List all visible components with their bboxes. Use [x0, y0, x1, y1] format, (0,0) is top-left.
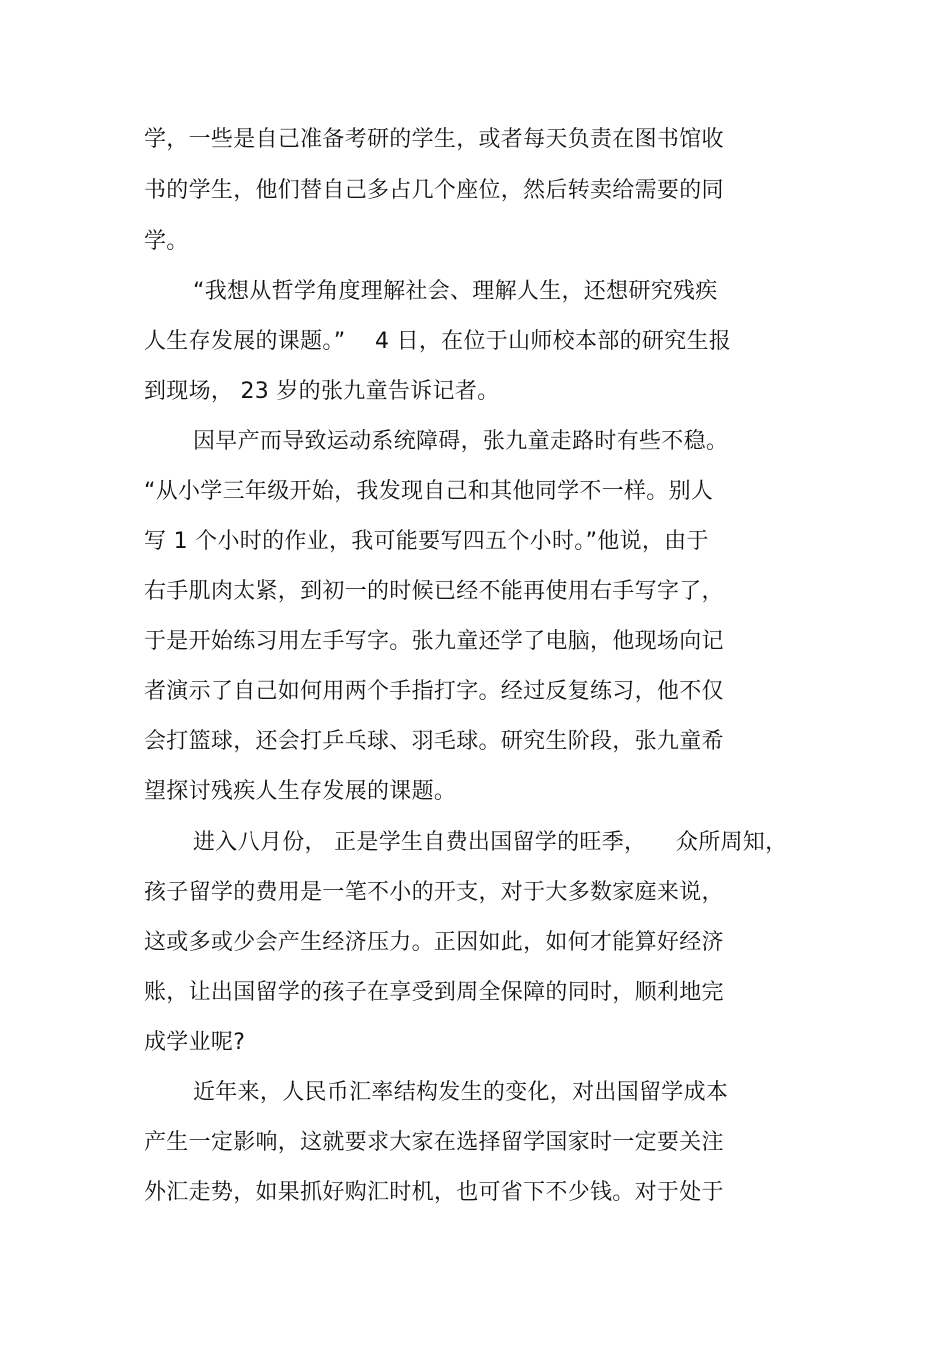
text-line: 因早产而导致运动系统障碍，张九童走路时有些不稳。	[193, 429, 729, 454]
text-line: 这或多或少会产生经济压力。正因如此，如何才能算好经济	[144, 930, 724, 955]
text-line: “从小学三年级开始，我发现自己和其他同学不一样。别人	[144, 479, 714, 504]
text-line: 近年来，人民币汇率结构发生的变化，对出国留学成本	[193, 1080, 729, 1105]
text-line: 产生一定影响，这就要求大家在选择留学国家时一定要关注	[144, 1130, 724, 1155]
text-line: 外汇走势，如果抓好购汇时机，也可省下不少钱。对于处于	[144, 1180, 724, 1205]
text-line: 写 1 个小时的作业，我可能要写四五个小时。”他说，由于	[144, 529, 709, 554]
text-line: 右手肌肉太紧，到初一的时候已经不能再使用右手写字了，	[144, 579, 724, 604]
text-line: 进入八月份， 正是学生自费出国留学的旺季， 众所周知，	[193, 830, 788, 855]
text-line: 孩子留学的费用是一笔不小的开支，对于大多数家庭来说，	[144, 880, 724, 905]
text-line: “我想从哲学角度理解社会、理解人生，还想研究残疾	[193, 279, 718, 304]
text-line: 学。	[144, 229, 189, 254]
text-line: 成学业呢?	[144, 1030, 246, 1055]
text-line: 书的学生，他们替自己多占几个座位，然后转卖给需要的同	[144, 178, 724, 203]
text-line: 学，一些是自己准备考研的学生，或者每天负责在图书馆收	[144, 127, 724, 152]
text-line: 于是开始练习用左手写字。张九童还学了电脑，他现场向记	[144, 629, 724, 654]
text-line: 望探讨残疾人生存发展的课题。	[144, 779, 457, 804]
text-line: 人生存发展的课题。” 4 日，在位于山师校本部的研究生报	[144, 329, 732, 354]
text-line: 者演示了自己如何用两个手指打字。经过反复练习，他不仅	[144, 679, 724, 704]
text-line: 会打篮球，还会打乒乓球、羽毛球。研究生阶段，张九童希	[144, 729, 724, 754]
text-line: 到现场， 23 岁的张九童告诉记者。	[144, 379, 500, 404]
text-line: 账，让出国留学的孩子在享受到周全保障的同时，顺利地完	[144, 980, 724, 1005]
